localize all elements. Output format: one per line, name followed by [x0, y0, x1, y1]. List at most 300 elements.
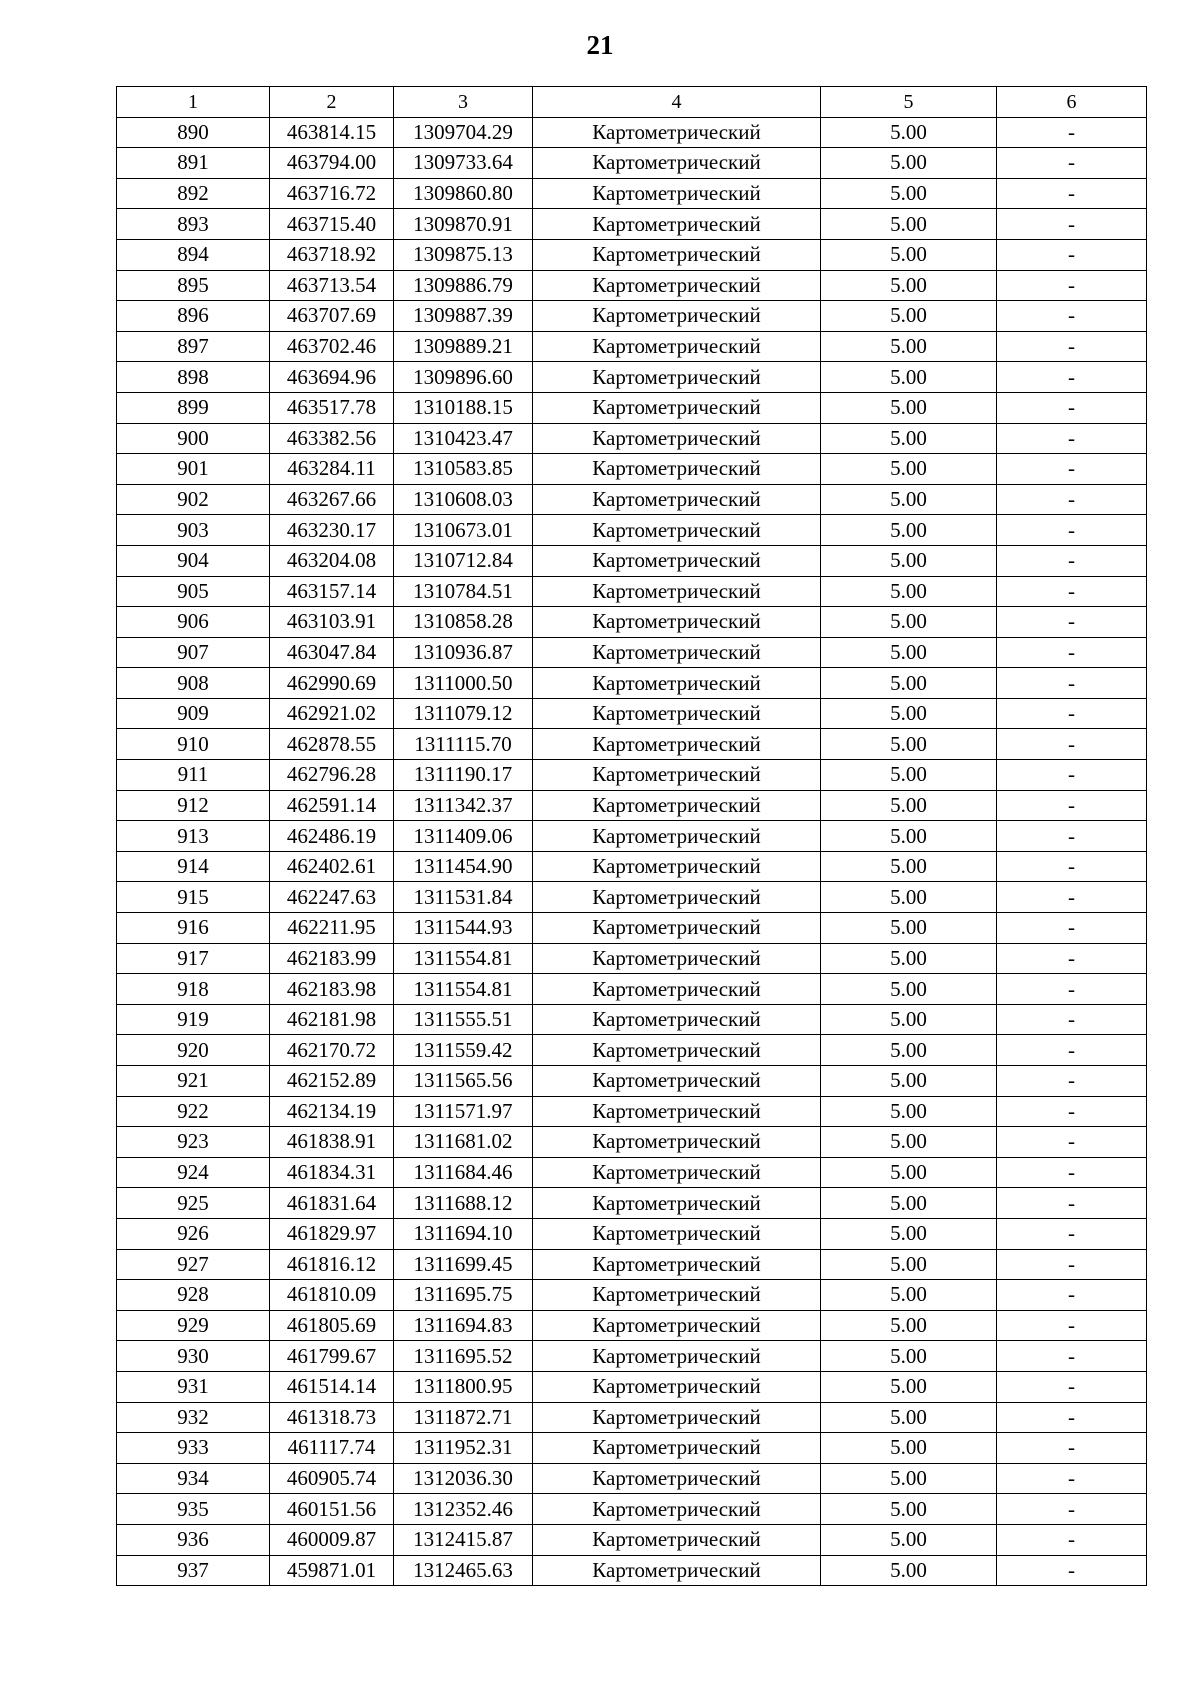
cell-coord-y: 1310608.03: [394, 484, 533, 515]
cell-accuracy: 5.00: [821, 1433, 997, 1464]
cell-point-number: 910: [117, 729, 270, 760]
table-row: [117, 760, 1147, 791]
cell-note: -: [997, 790, 1147, 821]
cell-note: -: [997, 1157, 1147, 1188]
cell-note: -: [997, 545, 1147, 576]
table-row: [117, 1402, 1147, 1433]
coordinates-table: [116, 86, 1147, 1586]
cell-method: Картометрический: [533, 1280, 821, 1311]
cell-accuracy: 5.00: [821, 1463, 997, 1494]
cell-coord-x: 460009.87: [270, 1524, 394, 1555]
cell-note: -: [997, 760, 1147, 791]
cell-coord-x: 463814.15: [270, 117, 394, 148]
table-row: [117, 607, 1147, 638]
cell-method: Картометрический: [533, 729, 821, 760]
cell-coord-y: 1311695.52: [394, 1341, 533, 1372]
table-row: [117, 178, 1147, 209]
cell-coord-x: 463382.56: [270, 423, 394, 454]
cell-coord-y: 1310583.85: [394, 454, 533, 485]
cell-method: Картометрический: [533, 760, 821, 791]
cell-coord-y: 1310712.84: [394, 545, 533, 576]
cell-coord-y: 1309896.60: [394, 362, 533, 393]
cell-coord-y: 1311554.81: [394, 974, 533, 1005]
table-row: [117, 423, 1147, 454]
cell-accuracy: 5.00: [821, 148, 997, 179]
cell-coord-y: 1310936.87: [394, 637, 533, 668]
cell-accuracy: 5.00: [821, 1004, 997, 1035]
cell-note: -: [997, 1524, 1147, 1555]
cell-point-number: 915: [117, 882, 270, 913]
table-row: [117, 698, 1147, 729]
cell-coord-y: 1312465.63: [394, 1555, 533, 1586]
table-row: [117, 362, 1147, 393]
cell-coord-x: 460151.56: [270, 1494, 394, 1525]
table-row: [117, 668, 1147, 699]
cell-coord-x: 463718.92: [270, 239, 394, 270]
cell-note: -: [997, 729, 1147, 760]
table-row: [117, 1341, 1147, 1372]
cell-coord-x: 462183.98: [270, 974, 394, 1005]
header-row: [117, 87, 1147, 118]
cell-note: -: [997, 913, 1147, 944]
cell-accuracy: 5.00: [821, 1310, 997, 1341]
cell-accuracy: 5.00: [821, 178, 997, 209]
cell-accuracy: 5.00: [821, 362, 997, 393]
cell-method: Картометрический: [533, 943, 821, 974]
cell-accuracy: 5.00: [821, 668, 997, 699]
table-row: [117, 1371, 1147, 1402]
cell-point-number: 904: [117, 545, 270, 576]
table-row: [117, 913, 1147, 944]
cell-point-number: 929: [117, 1310, 270, 1341]
cell-note: -: [997, 974, 1147, 1005]
cell-coord-x: 462878.55: [270, 729, 394, 760]
cell-note: -: [997, 851, 1147, 882]
cell-note: -: [997, 1463, 1147, 1494]
cell-accuracy: 5.00: [821, 729, 997, 760]
cell-note: -: [997, 1035, 1147, 1066]
cell-method: Картометрический: [533, 1310, 821, 1341]
cell-note: -: [997, 1218, 1147, 1249]
cell-coord-x: 461834.31: [270, 1157, 394, 1188]
cell-method: Картометрический: [533, 301, 821, 332]
cell-coord-x: 459871.01: [270, 1555, 394, 1586]
page-number: 21: [586, 30, 614, 60]
cell-coord-x: 463702.46: [270, 331, 394, 362]
cell-method: Картометрический: [533, 362, 821, 393]
cell-coord-x: 463794.00: [270, 148, 394, 179]
cell-point-number: 937: [117, 1555, 270, 1586]
cell-note: -: [997, 1494, 1147, 1525]
column-header-6: 6: [997, 87, 1147, 118]
cell-point-number: 914: [117, 851, 270, 882]
cell-point-number: 891: [117, 148, 270, 179]
table-row: [117, 301, 1147, 332]
table-row: [117, 882, 1147, 913]
table-row: [117, 1310, 1147, 1341]
cell-note: -: [997, 454, 1147, 485]
cell-note: -: [997, 362, 1147, 393]
cell-note: -: [997, 1555, 1147, 1586]
table-row: [117, 1463, 1147, 1494]
cell-note: -: [997, 178, 1147, 209]
table-row: [117, 331, 1147, 362]
cell-coord-x: 462591.14: [270, 790, 394, 821]
cell-point-number: 897: [117, 331, 270, 362]
cell-point-number: 898: [117, 362, 270, 393]
cell-method: Картометрический: [533, 637, 821, 668]
cell-method: Картометрический: [533, 790, 821, 821]
cell-coord-x: 461831.64: [270, 1188, 394, 1219]
cell-method: Картометрический: [533, 239, 821, 270]
cell-accuracy: 5.00: [821, 851, 997, 882]
cell-method: Картометрический: [533, 1066, 821, 1097]
cell-point-number: 919: [117, 1004, 270, 1035]
cell-coord-x: 462183.99: [270, 943, 394, 974]
cell-method: Картометрический: [533, 484, 821, 515]
cell-coord-y: 1309704.29: [394, 117, 533, 148]
cell-accuracy: 5.00: [821, 270, 997, 301]
cell-method: Картометрический: [533, 1127, 821, 1158]
cell-accuracy: 5.00: [821, 1035, 997, 1066]
cell-method: Картометрический: [533, 821, 821, 852]
cell-note: -: [997, 1249, 1147, 1280]
cell-accuracy: 5.00: [821, 1494, 997, 1525]
cell-coord-y: 1311342.37: [394, 790, 533, 821]
table-row: [117, 270, 1147, 301]
cell-method: Картометрический: [533, 1004, 821, 1035]
cell-method: Картометрический: [533, 1035, 821, 1066]
cell-note: -: [997, 882, 1147, 913]
cell-coord-x: 463715.40: [270, 209, 394, 240]
cell-coord-y: 1311684.46: [394, 1157, 533, 1188]
cell-note: -: [997, 331, 1147, 362]
cell-note: -: [997, 943, 1147, 974]
cell-accuracy: 5.00: [821, 1371, 997, 1402]
cell-coord-y: 1309886.79: [394, 270, 533, 301]
cell-point-number: 925: [117, 1188, 270, 1219]
cell-method: Картометрический: [533, 668, 821, 699]
cell-note: -: [997, 637, 1147, 668]
table-row: [117, 1555, 1147, 1586]
cell-coord-x: 463103.91: [270, 607, 394, 638]
cell-method: Картометрический: [533, 1555, 821, 1586]
cell-method: Картометрический: [533, 117, 821, 148]
cell-note: -: [997, 484, 1147, 515]
cell-coord-y: 1311688.12: [394, 1188, 533, 1219]
cell-method: Картометрический: [533, 454, 821, 485]
cell-coord-x: 461816.12: [270, 1249, 394, 1280]
cell-coord-x: 463267.66: [270, 484, 394, 515]
table-row: [117, 1035, 1147, 1066]
cell-coord-x: 461838.91: [270, 1127, 394, 1158]
cell-method: Картометрический: [533, 913, 821, 944]
cell-method: Картометрический: [533, 1218, 821, 1249]
column-header-1: 1: [117, 87, 270, 118]
cell-coord-y: 1311531.84: [394, 882, 533, 913]
cell-accuracy: 5.00: [821, 1127, 997, 1158]
cell-note: -: [997, 1188, 1147, 1219]
cell-coord-x: 462134.19: [270, 1096, 394, 1127]
cell-accuracy: 5.00: [821, 423, 997, 454]
cell-coord-y: 1310784.51: [394, 576, 533, 607]
cell-coord-x: 463716.72: [270, 178, 394, 209]
cell-point-number: 921: [117, 1066, 270, 1097]
cell-coord-x: 462796.28: [270, 760, 394, 791]
cell-method: Картометрический: [533, 1402, 821, 1433]
cell-note: -: [997, 576, 1147, 607]
cell-note: -: [997, 148, 1147, 179]
cell-coord-y: 1310858.28: [394, 607, 533, 638]
cell-accuracy: 5.00: [821, 301, 997, 332]
cell-coord-y: 1312352.46: [394, 1494, 533, 1525]
cell-note: -: [997, 117, 1147, 148]
cell-note: -: [997, 1341, 1147, 1372]
cell-coord-y: 1310673.01: [394, 515, 533, 546]
cell-coord-x: 463284.11: [270, 454, 394, 485]
cell-note: -: [997, 1066, 1147, 1097]
cell-note: -: [997, 1310, 1147, 1341]
cell-coord-y: 1309875.13: [394, 239, 533, 270]
table-header: [117, 87, 1147, 118]
cell-point-number: 927: [117, 1249, 270, 1280]
table-row: [117, 1188, 1147, 1219]
cell-accuracy: 5.00: [821, 943, 997, 974]
cell-coord-y: 1311559.42: [394, 1035, 533, 1066]
cell-method: Картометрический: [533, 209, 821, 240]
cell-note: -: [997, 607, 1147, 638]
table-row: [117, 637, 1147, 668]
cell-method: Картометрический: [533, 974, 821, 1005]
cell-point-number: 908: [117, 668, 270, 699]
cell-coord-y: 1311800.95: [394, 1371, 533, 1402]
cell-point-number: 936: [117, 1524, 270, 1555]
cell-coord-x: 461829.97: [270, 1218, 394, 1249]
cell-coord-x: 463694.96: [270, 362, 394, 393]
cell-method: Картометрический: [533, 1494, 821, 1525]
cell-note: -: [997, 301, 1147, 332]
cell-accuracy: 5.00: [821, 331, 997, 362]
cell-method: Картометрический: [533, 1157, 821, 1188]
cell-coord-y: 1312415.87: [394, 1524, 533, 1555]
cell-coord-y: 1311544.93: [394, 913, 533, 944]
table-row: [117, 209, 1147, 240]
cell-point-number: 935: [117, 1494, 270, 1525]
cell-coord-y: 1311872.71: [394, 1402, 533, 1433]
cell-coord-x: 462152.89: [270, 1066, 394, 1097]
cell-point-number: 901: [117, 454, 270, 485]
cell-coord-x: 463204.08: [270, 545, 394, 576]
cell-coord-y: 1309733.64: [394, 148, 533, 179]
table-row: [117, 851, 1147, 882]
cell-coord-y: 1310423.47: [394, 423, 533, 454]
cell-point-number: 918: [117, 974, 270, 1005]
cell-accuracy: 5.00: [821, 545, 997, 576]
cell-note: -: [997, 698, 1147, 729]
cell-coord-y: 1311190.17: [394, 760, 533, 791]
cell-method: Картометрический: [533, 423, 821, 454]
cell-note: -: [997, 270, 1147, 301]
cell-coord-y: 1309870.91: [394, 209, 533, 240]
cell-coord-y: 1311694.83: [394, 1310, 533, 1341]
cell-note: -: [997, 209, 1147, 240]
cell-accuracy: 5.00: [821, 1341, 997, 1372]
cell-accuracy: 5.00: [821, 209, 997, 240]
cell-accuracy: 5.00: [821, 1218, 997, 1249]
cell-method: Картометрический: [533, 698, 821, 729]
cell-accuracy: 5.00: [821, 821, 997, 852]
cell-accuracy: 5.00: [821, 1249, 997, 1280]
cell-coord-y: 1310188.15: [394, 392, 533, 423]
cell-accuracy: 5.00: [821, 637, 997, 668]
cell-accuracy: 5.00: [821, 1280, 997, 1311]
cell-note: -: [997, 1004, 1147, 1035]
cell-accuracy: 5.00: [821, 1524, 997, 1555]
cell-point-number: 930: [117, 1341, 270, 1372]
cell-coord-y: 1311079.12: [394, 698, 533, 729]
table-row: [117, 1096, 1147, 1127]
cell-point-number: 920: [117, 1035, 270, 1066]
cell-point-number: 916: [117, 913, 270, 944]
cell-coord-y: 1311699.45: [394, 1249, 533, 1280]
cell-point-number: 906: [117, 607, 270, 638]
cell-method: Картометрический: [533, 148, 821, 179]
cell-coord-y: 1309887.39: [394, 301, 533, 332]
cell-note: -: [997, 1280, 1147, 1311]
cell-method: Картометрический: [533, 392, 821, 423]
cell-accuracy: 5.00: [821, 913, 997, 944]
cell-accuracy: 5.00: [821, 790, 997, 821]
cell-coord-x: 462486.19: [270, 821, 394, 852]
cell-coord-y: 1311554.81: [394, 943, 533, 974]
cell-note: -: [997, 668, 1147, 699]
table-row: [117, 454, 1147, 485]
cell-coord-x: 461514.14: [270, 1371, 394, 1402]
cell-coord-x: 462402.61: [270, 851, 394, 882]
cell-coord-x: 461117.74: [270, 1433, 394, 1464]
cell-coord-x: 461805.69: [270, 1310, 394, 1341]
table-body: [117, 117, 1147, 1586]
table-row: [117, 790, 1147, 821]
cell-coord-x: 462181.98: [270, 1004, 394, 1035]
cell-point-number: 924: [117, 1157, 270, 1188]
cell-coord-x: 463230.17: [270, 515, 394, 546]
cell-method: Картометрический: [533, 331, 821, 362]
table-row: [117, 1218, 1147, 1249]
cell-accuracy: 5.00: [821, 484, 997, 515]
cell-point-number: 909: [117, 698, 270, 729]
cell-accuracy: 5.00: [821, 1157, 997, 1188]
cell-coord-x: 460905.74: [270, 1463, 394, 1494]
cell-point-number: 926: [117, 1218, 270, 1249]
cell-method: Картометрический: [533, 882, 821, 913]
cell-accuracy: 5.00: [821, 698, 997, 729]
cell-note: -: [997, 1371, 1147, 1402]
cell-accuracy: 5.00: [821, 1555, 997, 1586]
cell-accuracy: 5.00: [821, 117, 997, 148]
cell-note: -: [997, 423, 1147, 454]
cell-coord-x: 461810.09: [270, 1280, 394, 1311]
column-header-4: 4: [533, 87, 821, 118]
cell-accuracy: 5.00: [821, 576, 997, 607]
table-row: [117, 1249, 1147, 1280]
cell-point-number: 893: [117, 209, 270, 240]
cell-accuracy: 5.00: [821, 1188, 997, 1219]
cell-method: Картометрический: [533, 1341, 821, 1372]
cell-point-number: 911: [117, 760, 270, 791]
cell-accuracy: 5.00: [821, 882, 997, 913]
cell-point-number: 894: [117, 239, 270, 270]
cell-method: Картометрический: [533, 1463, 821, 1494]
cell-method: Картометрический: [533, 545, 821, 576]
table-row: [117, 1127, 1147, 1158]
cell-coord-y: 1311565.56: [394, 1066, 533, 1097]
cell-method: Картометрический: [533, 851, 821, 882]
cell-coord-x: 463047.84: [270, 637, 394, 668]
cell-point-number: 896: [117, 301, 270, 332]
cell-coord-y: 1311000.50: [394, 668, 533, 699]
table-row: [117, 545, 1147, 576]
cell-coord-x: 461318.73: [270, 1402, 394, 1433]
cell-method: Картометрический: [533, 515, 821, 546]
table-row: [117, 484, 1147, 515]
cell-coord-y: 1311454.90: [394, 851, 533, 882]
cell-point-number: 912: [117, 790, 270, 821]
cell-point-number: 934: [117, 1463, 270, 1494]
cell-accuracy: 5.00: [821, 454, 997, 485]
cell-point-number: 932: [117, 1402, 270, 1433]
cell-method: Картометрический: [533, 1249, 821, 1280]
cell-coord-x: 463517.78: [270, 392, 394, 423]
cell-accuracy: 5.00: [821, 239, 997, 270]
table-row: [117, 392, 1147, 423]
cell-coord-x: 462211.95: [270, 913, 394, 944]
cell-point-number: 895: [117, 270, 270, 301]
cell-method: Картометрический: [533, 1524, 821, 1555]
cell-coord-y: 1311571.97: [394, 1096, 533, 1127]
cell-point-number: 913: [117, 821, 270, 852]
cell-point-number: 890: [117, 117, 270, 148]
cell-note: -: [997, 239, 1147, 270]
cell-coord-x: 462921.02: [270, 698, 394, 729]
cell-point-number: 923: [117, 1127, 270, 1158]
cell-note: -: [997, 1402, 1147, 1433]
cell-note: -: [997, 515, 1147, 546]
cell-point-number: 899: [117, 392, 270, 423]
cell-note: -: [997, 1433, 1147, 1464]
cell-coord-y: 1311694.10: [394, 1218, 533, 1249]
cell-coord-y: 1311952.31: [394, 1433, 533, 1464]
table-row: [117, 974, 1147, 1005]
table-row: [117, 1494, 1147, 1525]
cell-note: -: [997, 821, 1147, 852]
cell-point-number: 905: [117, 576, 270, 607]
cell-coord-x: 463713.54: [270, 270, 394, 301]
cell-coord-x: 463707.69: [270, 301, 394, 332]
cell-coord-y: 1311115.70: [394, 729, 533, 760]
table-row: [117, 1157, 1147, 1188]
cell-point-number: 900: [117, 423, 270, 454]
cell-accuracy: 5.00: [821, 1066, 997, 1097]
table-row: [117, 1433, 1147, 1464]
cell-method: Картометрический: [533, 1371, 821, 1402]
cell-method: Картометрический: [533, 576, 821, 607]
cell-note: -: [997, 1127, 1147, 1158]
cell-accuracy: 5.00: [821, 607, 997, 638]
cell-accuracy: 5.00: [821, 760, 997, 791]
cell-coord-y: 1311555.51: [394, 1004, 533, 1035]
cell-method: Картометрический: [533, 178, 821, 209]
